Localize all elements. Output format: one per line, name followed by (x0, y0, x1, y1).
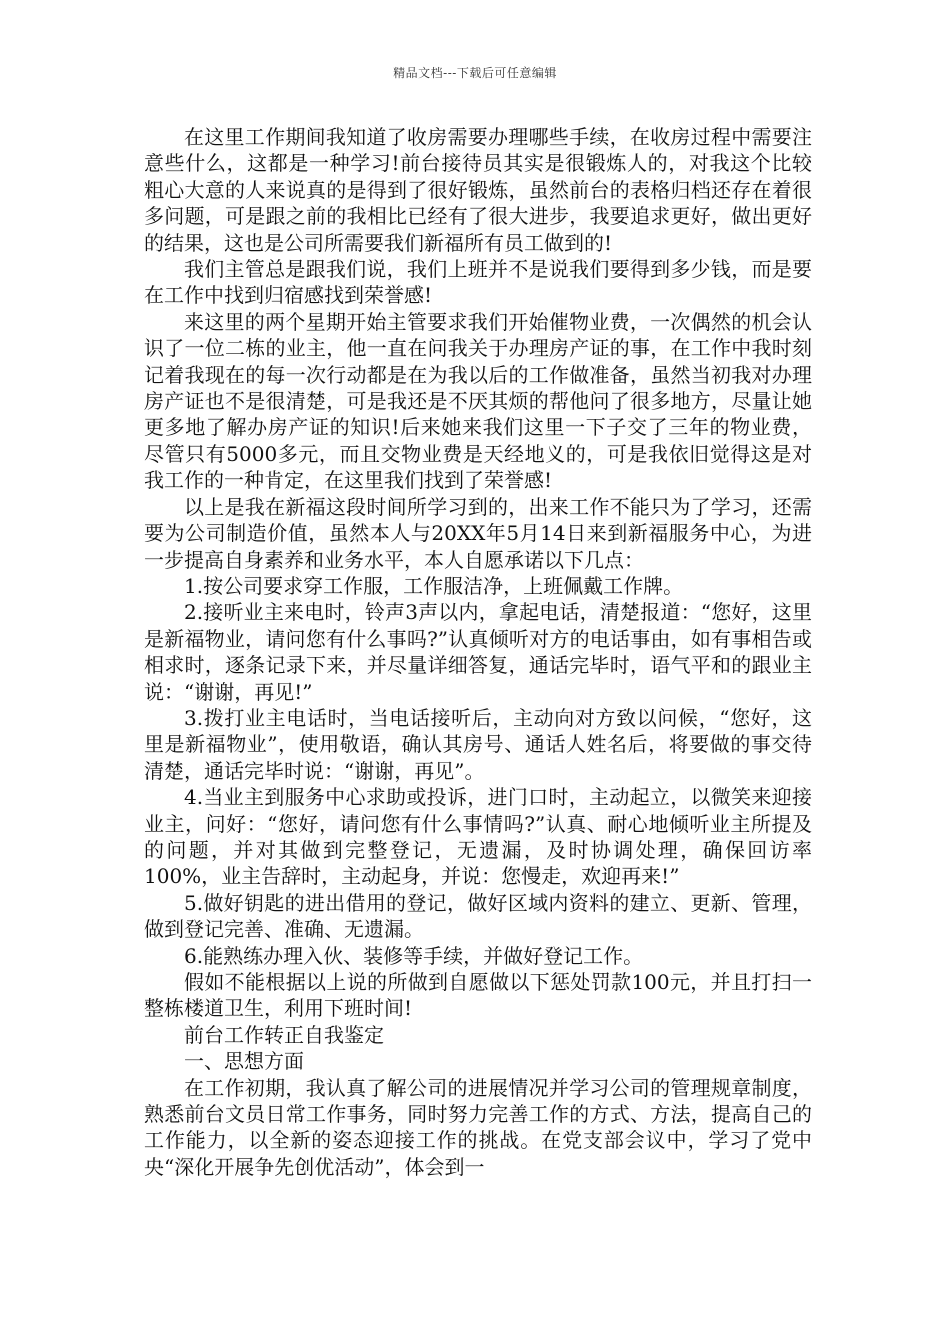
list-item: 2.接听业主来电时，铃声3声以内，拿起电话，清楚报道：“您好，这里是新福物业，请问您有什么事吗?”认真倾听对方的电话事由，如有事相告或相求时，逐条记录下来，并尽量详细答复，通话完毕时，语气平和的跟业主说：“谢谢，再见!” (144, 600, 812, 704)
list-item: 4.当业主到服务中心求助或投诉，进门口时，主动起立，以微笑来迎接业主，问好：“您好，请问您有什么事情吗?”认真、耐心地倾听业主所提及的问题，并对其做到完整登记，无遗漏，及时协调处理，确保回访率100%，业主告辞时，主动起身，并说：您慢走，欢迎再来!” (144, 785, 812, 889)
list-item: 3.拨打业主电话时，当电话接听后，主动向对方致以问候，“您好，这里是新福物业”，使用敬语，确认其房号、通话人姓名后，将要做的事交待清楚，通话完毕时说：“谢谢，再见”。 (144, 705, 812, 783)
section-title: 前台工作转正自我鉴定 (184, 1022, 384, 1047)
paragraph: 在这里工作期间我知道了收房需要办理哪些手续，在收房过程中需要注意些什么，这都是一种学习!前台接待员其实是很锻炼人的，对我这个比较粗心大意的人来说真的是得到了很好锻炼，虽然前台的表格归档还存在着很多问题，可是跟之前的我相比已经有了很大进步，我要追求更好，做出更好的结果，这也是公司所需要我们新福所有员工做到的! (144, 125, 812, 255)
list-item: 5.做好钥匙的进出借用的登记，做好区域内资料的建立、更新、管理，做到登记完善、准确、无遗漏。 (144, 890, 812, 942)
paragraph: 以上是我在新福这段时间所学习到的，出来工作不能只为了学习，还需要为公司制造价值，虽然本人与20XX年5月14日来到新福服务中心，为进一步提高自身素养和业务水平，本人自愿承诺以下几点： (144, 494, 812, 572)
paragraph: 假如不能根据以上说的所做到自愿做以下惩处罚款100元，并且打扫一整栋楼道卫生，利用下班时间! (144, 970, 812, 1021)
document-body (144, 124, 812, 1180)
paragraph: 我们主管总是跟我们说，我们上班并不是说我们要得到多少钱，而是要在工作中找到归宿感找到荣誉感! (144, 257, 812, 308)
page-header: 精品文档---下载后可任意编辑 (393, 66, 557, 80)
list-item: 1.按公司要求穿工作服，工作服洁净，上班佩戴工作牌。 (184, 573, 684, 598)
paragraph: 在工作初期，我认真了解公司的进展情况并学习公司的管理规章制度，熟悉前台文员日常工作事务，同时努力完善工作的方式、方法，提高自己的工作能力，以全新的姿态迎接工作的挑战。在党支部会议中，学习了党中央“深化开展争先创优活动”，体会到一 (144, 1075, 812, 1179)
list-item: 6.能熟练办理入伙、装修等手续，并做好登记工作。 (184, 943, 644, 968)
section-heading: 一、思想方面 (184, 1049, 304, 1074)
paragraph: 来这里的两个星期开始主管要求我们开始催物业费，一次偶然的机会认识了一位二栋的业主，他一直在问我关于办理房产证的事，在工作中我时刻记着我现在的每一次行动都是在为我以后的工作做准备，虽然当初我对办理房产证也不是很清楚，可是我还是不厌其烦的帮他问了很多地方，尽量让她更多地了解办房产证的知识!后来她来我们这里一下子交了三年的物业费，尽管只有5000多元，而且交物业费是天经地义的，可是我依旧觉得这是对我工作的一种肯定，在这里我们找到了荣誉感! (144, 309, 812, 493)
